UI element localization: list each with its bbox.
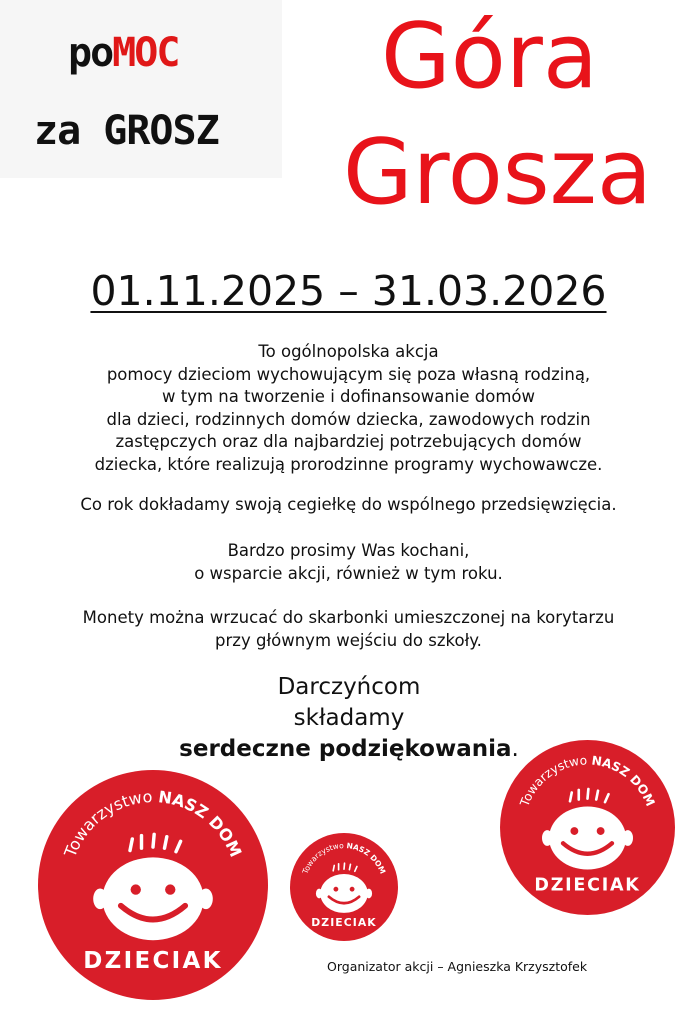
title-line-2: Grosza — [342, 120, 653, 225]
badge-arc-text: Towarzystwo NASZ DOM — [60, 787, 246, 860]
paragraph-request — [20, 540, 677, 585]
badge-arc-text: Towarzystwo NASZ DOM — [517, 753, 658, 809]
paragraph-description — [20, 341, 677, 476]
thanks-line-1: Darczyńcom — [277, 674, 421, 700]
campaign-dates — [0, 266, 697, 316]
thanks-line-2: składamy — [293, 705, 405, 731]
badge-arc-text: Towarzystwo NASZ DOM — [300, 841, 388, 876]
paragraph-coins — [20, 607, 677, 652]
text-line: dla dzieci, rodzinnych domów dziecka, zawodowych rodzin — [106, 409, 591, 429]
badge-name: DZIECIAK — [311, 915, 377, 929]
text-line: pomocy dzieciom wychowującym się poza własną rodziną, — [106, 364, 591, 384]
text-line: w tym na tworzenie i dofinansowanie domów — [162, 387, 535, 406]
dzieciak-badge-large — [38, 770, 268, 1000]
logo-line-1 — [68, 30, 178, 76]
thanks-tail: . — [511, 736, 519, 762]
text-line: Co rok dokładamy swoją cegiełkę do wspólnego przedsięwzięcia. — [80, 495, 617, 514]
text-line: Bardzo prosimy Was kochani, — [227, 541, 470, 560]
logo-prefix: po — [68, 30, 113, 76]
logo-line-2: za GROSZ — [34, 108, 219, 154]
badge-name: DZIECIAK — [83, 947, 223, 974]
badge-name: DZIECIAK — [534, 875, 641, 896]
text-line: To ogólnopolska akcja — [258, 342, 439, 361]
text-line: Monety można wrzucać do skarbonki umieszczonej na korytarzu — [82, 608, 615, 627]
organizer-credit: Organizator akcji – Agnieszka Krzysztofek — [327, 959, 588, 974]
title-line-1: Góra — [381, 4, 598, 109]
pomoc-za-grosz-logo — [0, 0, 282, 178]
text-line: dziecka, które realizują prorodzinne programy wychowawcze. — [94, 454, 603, 474]
text-line: przy głównym wejściu do szkoły. — [215, 630, 482, 650]
logo-accent: MOC — [112, 30, 179, 76]
dzieciak-badge-medium — [500, 740, 675, 915]
dates-text: 01.11.2025 – 31.03.2026 — [90, 267, 607, 315]
dzieciak-badge-small — [290, 833, 398, 941]
text-line: zastępczych oraz dla najbardziej potrzebujących domów — [115, 432, 582, 451]
text-line: o wsparcie akcji, również w tym roku. — [194, 563, 503, 583]
paragraph-yearly — [20, 494, 677, 517]
thanks-message — [150, 672, 548, 765]
thanks-bold: serdeczne podziękowania — [179, 736, 512, 762]
